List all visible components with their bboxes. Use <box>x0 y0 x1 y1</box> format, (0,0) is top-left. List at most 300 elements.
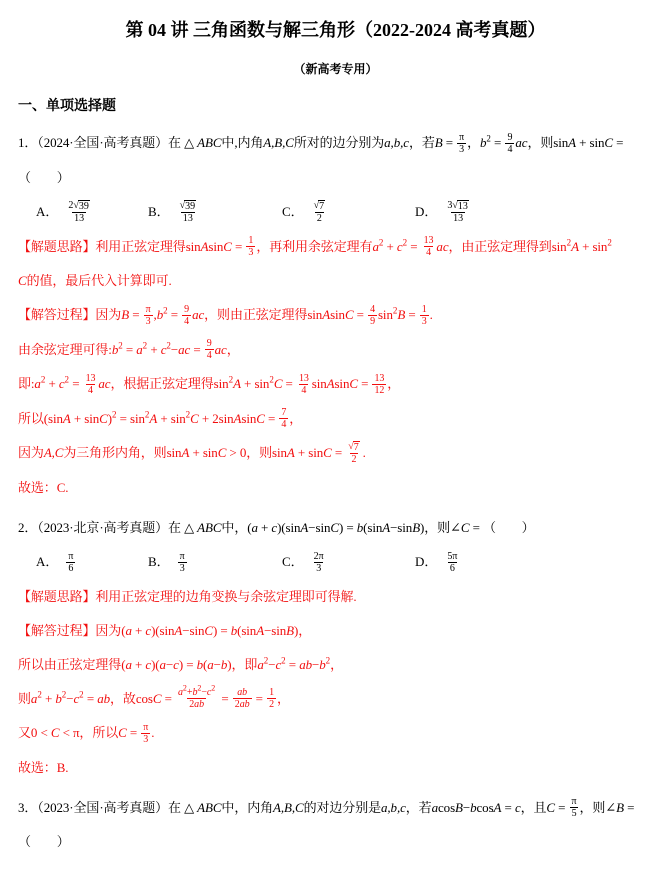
fraction-denominator: 4 <box>281 419 287 431</box>
math-variable: a <box>136 341 143 357</box>
text-run: + <box>45 376 59 392</box>
text-run: ，则由正弦定理得sin <box>204 307 323 323</box>
math-variable: ac <box>178 341 191 357</box>
sqrt-radical <box>180 200 197 212</box>
math-variable: a <box>125 622 132 638</box>
fraction <box>267 687 276 710</box>
solution-line <box>18 269 653 293</box>
text-run: = <box>126 725 141 741</box>
math-variable: b <box>230 622 238 638</box>
text-run: sin <box>208 238 224 254</box>
text-run: )( <box>151 656 160 672</box>
text-run: − <box>165 656 174 672</box>
superscript: 2 <box>325 655 331 666</box>
fraction <box>420 304 429 327</box>
fraction-denominator: 13 <box>182 212 193 224</box>
math-variable: b <box>319 656 326 672</box>
option-label: B． <box>148 554 170 570</box>
text-run: 又0 < <box>18 725 51 741</box>
option <box>282 550 415 575</box>
option <box>415 550 653 575</box>
text-run: . <box>362 445 366 461</box>
math-variable: ABC <box>197 799 222 815</box>
text-run: > 0，则sin <box>226 445 287 461</box>
text-run: )，即 <box>227 656 258 672</box>
text-run: − <box>201 687 207 699</box>
math-variable: A <box>568 135 576 150</box>
math-variable: A <box>200 238 209 254</box>
math-variable: B <box>616 799 624 815</box>
text-run: = <box>129 307 143 323</box>
math-variable: C <box>349 376 358 392</box>
text-run: − <box>213 656 221 672</box>
fraction <box>279 407 288 430</box>
math-variable: b <box>156 307 164 323</box>
fraction <box>176 683 217 711</box>
solution-line <box>18 303 653 328</box>
text-run: )(sin <box>277 520 301 536</box>
text-run: ) = <box>178 656 197 672</box>
option-value <box>177 550 188 575</box>
math-variable: C <box>546 799 555 815</box>
option-value <box>444 550 460 575</box>
math-variable: C <box>99 410 108 426</box>
text-run: 的值，最后代入计算即可. <box>26 273 172 289</box>
fraction <box>368 304 377 327</box>
fraction <box>457 132 466 155</box>
math-variable: c <box>73 690 80 706</box>
text-run: + <box>131 622 146 638</box>
math-variable: a <box>372 238 379 254</box>
text-run: − <box>312 656 320 672</box>
superscript: 2 <box>269 374 274 385</box>
math-variable: c <box>396 238 403 254</box>
math-variable: c <box>160 341 167 357</box>
text-run: + sin <box>189 445 218 461</box>
text-run: ，若 <box>408 135 435 150</box>
text-run: = <box>231 238 246 254</box>
superscript: 2 <box>402 237 408 248</box>
fraction-numerator: 2π <box>313 550 324 562</box>
sqrt-radicand: 7 <box>319 200 325 212</box>
fraction-denominator: 13 <box>453 212 464 224</box>
fraction-numerator: π <box>179 550 185 562</box>
text-run: ， <box>330 656 344 672</box>
math-variable: c <box>271 520 278 536</box>
question-stem-line <box>18 166 653 190</box>
math-variable: ABC <box>197 520 222 536</box>
text-run: 2 <box>234 699 240 711</box>
text-run: < π，所以 <box>59 725 119 741</box>
math-variable: c <box>145 656 152 672</box>
text-run: 即: <box>18 376 35 392</box>
options-row <box>18 200 653 225</box>
math-variable: A <box>233 410 242 426</box>
math-variable: a <box>257 656 264 672</box>
fraction-denominator: 3 <box>143 733 149 745</box>
text-run: ( <box>203 656 208 672</box>
fraction-numerator: 13 <box>374 372 385 384</box>
math-variable: A,C <box>43 445 64 461</box>
text-run: ，且 <box>520 799 547 815</box>
math-variable: A <box>300 520 309 536</box>
superscript: 2 <box>111 409 117 420</box>
fraction-denominator: 2 <box>316 212 322 224</box>
text-run: + sin <box>240 376 270 392</box>
text-run: −sin <box>308 520 331 536</box>
fraction <box>246 235 255 258</box>
math-variable: a <box>207 656 214 672</box>
text-run: + sin <box>578 238 608 254</box>
option <box>282 200 415 225</box>
superscript: 2 <box>228 374 234 385</box>
math-variable: A <box>174 622 183 638</box>
fraction <box>144 304 153 327</box>
superscript: 2 <box>607 237 612 248</box>
text-run: ，再利用余弦定理有 <box>256 238 373 254</box>
math-variable: A <box>256 622 265 638</box>
options-row <box>18 550 653 575</box>
math-variable: C <box>118 725 127 741</box>
math-variable: C <box>256 410 265 426</box>
fraction-denominator: 4 <box>184 315 190 327</box>
math-variable: C <box>323 445 332 461</box>
text-run: −sin <box>264 622 287 638</box>
text-run: = <box>264 410 279 426</box>
superscript: 2 <box>211 683 216 693</box>
document-title: 第 04 讲 三角函数与解三角形（2022-2024 高考真题） <box>125 20 546 40</box>
superscript: 2 <box>118 340 123 351</box>
text-run: sin <box>334 376 350 392</box>
fraction-numerator: 1 <box>421 303 427 315</box>
option-value <box>177 200 200 225</box>
text-run: = <box>190 341 204 357</box>
fraction <box>372 373 386 396</box>
math-variable: A <box>571 238 579 254</box>
option <box>148 550 282 575</box>
option-value <box>311 550 327 575</box>
text-run: = <box>161 690 175 706</box>
option-label: A． <box>36 204 59 220</box>
text-run: = <box>167 307 182 323</box>
sqrt-radicand: 7 <box>353 442 359 454</box>
text-run: sin <box>311 376 327 392</box>
math-variable: A <box>322 307 331 323</box>
math-variable: b <box>480 135 487 150</box>
math-variable: A <box>149 410 158 426</box>
math-variable: C <box>273 376 283 392</box>
text-run: −sin <box>390 520 413 536</box>
option-value <box>311 200 329 225</box>
question-block <box>18 131 653 500</box>
fraction-numerator: π <box>571 796 577 808</box>
math-variable: A <box>62 410 71 426</box>
math-variable: b <box>55 690 62 706</box>
text-run: 中，( <box>221 520 252 536</box>
fraction-numerator: 5π <box>447 550 458 562</box>
fraction-denominator: 2 <box>269 699 274 711</box>
math-variable: ac <box>436 238 449 254</box>
math-variable: b <box>192 687 198 699</box>
fraction <box>178 551 187 574</box>
superscript: 2 <box>142 340 148 351</box>
text-run: = <box>623 799 635 815</box>
text-run: + sin <box>157 410 186 426</box>
sqrt-symbol: √ <box>313 199 319 211</box>
math-variable: ab <box>237 687 248 699</box>
fraction-denominator: 4 <box>88 384 93 396</box>
fraction-numerator <box>312 200 328 212</box>
math-variable: ABC <box>197 135 222 150</box>
fraction-numerator: 13 <box>85 372 96 384</box>
math-variable: a <box>125 656 132 672</box>
superscript: 2 <box>64 374 70 385</box>
fraction <box>178 200 199 224</box>
text-run: + sin <box>70 410 100 426</box>
text-run: 2 <box>189 699 195 711</box>
fraction-denominator: 4 <box>301 384 307 396</box>
text-run: )， <box>294 622 312 638</box>
sqrt-radicand: 13 <box>457 200 468 212</box>
math-variable: a <box>34 376 41 392</box>
math-variable: C <box>190 410 199 426</box>
fraction-numerator: 7 <box>281 407 287 419</box>
option-label: B． <box>148 204 170 220</box>
fraction <box>297 373 311 396</box>
sqrt-symbol: √ <box>73 199 78 211</box>
math-variable: A <box>233 376 241 392</box>
text-run: = sin <box>116 410 145 426</box>
math-variable: a <box>30 690 38 706</box>
solution-line <box>18 683 653 712</box>
math-variable: C <box>604 135 613 150</box>
text-run: 1．（2024·全国·高考真题）在 △ <box>18 135 198 150</box>
text-run: )(sin <box>151 622 175 638</box>
math-variable: B <box>455 799 463 815</box>
solution-line <box>18 235 653 260</box>
superscript: 2 <box>166 340 171 351</box>
solution-line <box>18 619 653 643</box>
solution-line <box>18 721 653 746</box>
question-stem-line <box>18 516 653 540</box>
fraction-denominator: 3 <box>316 562 322 574</box>
math-variable: A <box>382 520 391 536</box>
solution-line <box>18 372 653 397</box>
fraction-denominator: 3 <box>421 315 427 327</box>
fraction-denominator: 13 <box>74 212 85 224</box>
fraction-numerator <box>445 200 471 212</box>
superscript: 2 <box>486 133 491 144</box>
section-heading: 一、单项选择题 <box>18 99 116 114</box>
text-run: 3 <box>447 199 453 211</box>
fraction-denominator: 3 <box>145 315 151 327</box>
superscript: 2 <box>197 683 202 693</box>
fraction <box>66 200 92 224</box>
sqrt-radicand: 39 <box>185 200 196 212</box>
math-variable: C <box>217 445 227 461</box>
text-run: 所以由正弦定理得( <box>18 656 126 672</box>
text-run: ) <box>107 410 112 426</box>
text-run: . <box>151 725 155 741</box>
text-run: sin <box>241 410 257 426</box>
math-variable: A,B,C <box>263 135 294 150</box>
text-run: ， <box>467 135 480 150</box>
text-run: − <box>66 690 74 706</box>
text-run: sin <box>330 307 345 323</box>
math-variable: B <box>286 622 295 638</box>
math-variable: a <box>178 687 183 699</box>
fraction <box>233 687 252 710</box>
text-run: − <box>268 656 276 672</box>
text-run: − <box>170 341 179 357</box>
text-run: = <box>83 690 98 706</box>
option <box>148 200 282 225</box>
option <box>36 200 148 225</box>
math-variable: A <box>493 799 502 815</box>
math-variable: C <box>223 238 232 254</box>
sqrt-radical <box>348 441 359 453</box>
fraction <box>84 373 98 396</box>
text-run: 【解题思路】利用正弦定理的边角变换与余弦定理即可得解. <box>18 588 357 604</box>
text-run: − <box>462 799 471 815</box>
superscript: 2 <box>79 689 84 700</box>
fraction-denominator: 12 <box>374 384 385 396</box>
sqrt-radical <box>73 200 90 212</box>
text-run: + 2sin <box>198 410 234 426</box>
fraction-numerator: 13 <box>423 235 434 247</box>
text-run: + <box>41 690 56 706</box>
text-run: = （ ） <box>469 520 535 536</box>
math-variable: B <box>121 307 130 323</box>
math-variable: ab <box>299 656 312 672</box>
text-run: 由余弦定理可得: <box>18 341 112 357</box>
solution-line <box>18 441 653 466</box>
solution-line <box>18 476 653 500</box>
math-variable: a,b,c <box>381 799 406 815</box>
math-variable: B <box>434 135 443 150</box>
text-run: = <box>405 307 419 323</box>
text-run: = <box>218 690 232 706</box>
text-run: ，则sin <box>527 135 569 150</box>
text-run: . <box>429 307 433 323</box>
fraction-numerator <box>346 441 361 453</box>
math-variable: ac <box>515 135 528 150</box>
math-variable: b <box>196 656 204 672</box>
text-run: = <box>490 135 505 150</box>
text-run: = <box>331 445 346 461</box>
fraction-numerator: 1 <box>248 235 254 247</box>
superscript: 2 <box>185 409 191 420</box>
text-run: + sin <box>575 135 605 150</box>
solution-line <box>18 338 653 363</box>
option-label: D． <box>415 554 438 570</box>
fraction-numerator: π <box>68 550 74 562</box>
sqrt-symbol: √ <box>452 199 457 211</box>
math-variable: ac <box>98 376 111 392</box>
text-run: )，则∠ <box>420 520 461 536</box>
text-run: + <box>147 341 161 357</box>
solution-line <box>18 407 653 432</box>
text-run: ，由正弦定理得到sin <box>448 238 567 254</box>
fraction-numerator: 9 <box>507 131 513 143</box>
math-variable: C <box>344 307 354 323</box>
fraction-denominator: 3 <box>248 247 254 259</box>
text-run: 的对边分别是 <box>303 799 381 815</box>
fraction-numerator: 13 <box>298 372 309 384</box>
text-run: 3．（2023·全国·高考真题）在 △ <box>18 799 198 815</box>
solution-line <box>18 756 653 780</box>
text-run: 【解答过程】因为 <box>18 307 122 323</box>
text-run: （ ） <box>18 834 70 850</box>
fraction <box>312 200 328 224</box>
text-run: cos <box>438 799 456 815</box>
text-run: = <box>442 135 457 150</box>
text-run: 2 <box>68 199 74 211</box>
fraction-denominator: 4 <box>507 143 513 155</box>
fraction-denominator: 9 <box>370 315 375 327</box>
text-run: ，根据正弦定理得sin <box>110 376 229 392</box>
fraction-denominator: 6 <box>449 562 455 574</box>
fraction <box>312 551 326 574</box>
fraction-numerator <box>176 683 217 699</box>
text-run: = <box>285 656 300 672</box>
math-variable: C <box>152 690 162 706</box>
fraction <box>141 722 150 745</box>
math-variable: c <box>206 687 212 699</box>
fraction-denominator: 4 <box>426 247 431 259</box>
text-run: ) = <box>212 622 231 638</box>
questions-container <box>18 131 653 854</box>
option-value <box>65 200 93 225</box>
option <box>415 200 653 225</box>
math-variable: c <box>173 656 179 672</box>
text-run: （ ） <box>18 169 70 185</box>
math-variable: ac <box>214 341 227 357</box>
fraction <box>445 200 471 224</box>
fraction-denominator: 5 <box>571 808 577 820</box>
math-variable: c <box>275 656 282 672</box>
text-run: + sin <box>294 445 324 461</box>
text-run: ， <box>276 690 290 706</box>
superscript: 2 <box>40 374 46 385</box>
math-variable: b <box>470 799 477 815</box>
math-variable: b <box>111 341 119 357</box>
text-run: 故选：C. <box>18 480 69 496</box>
math-variable: B <box>397 307 406 323</box>
math-variable: A <box>286 445 295 461</box>
option-value <box>65 550 76 575</box>
text-run: = <box>357 376 372 392</box>
text-run: + <box>383 238 397 254</box>
math-variable: ab <box>239 699 250 711</box>
question-stem-line <box>18 131 653 156</box>
text-run: 中,内角 <box>221 135 264 150</box>
sqrt-radical <box>452 200 469 212</box>
text-run: 因为 <box>18 445 44 461</box>
option-label: C． <box>282 204 304 220</box>
math-variable: ac <box>192 307 205 323</box>
text-run: = <box>353 307 368 323</box>
fraction-denominator: 6 <box>68 562 74 574</box>
math-variable: c <box>514 799 521 815</box>
sqrt-radicand: 39 <box>78 200 89 212</box>
solution-line <box>18 653 653 677</box>
fraction-numerator: 9 <box>206 338 212 350</box>
fraction-denominator: 3 <box>459 143 465 155</box>
math-variable: b <box>220 656 228 672</box>
text-run: 【解答过程】因为( <box>18 622 126 638</box>
sqrt-radical <box>314 200 326 212</box>
